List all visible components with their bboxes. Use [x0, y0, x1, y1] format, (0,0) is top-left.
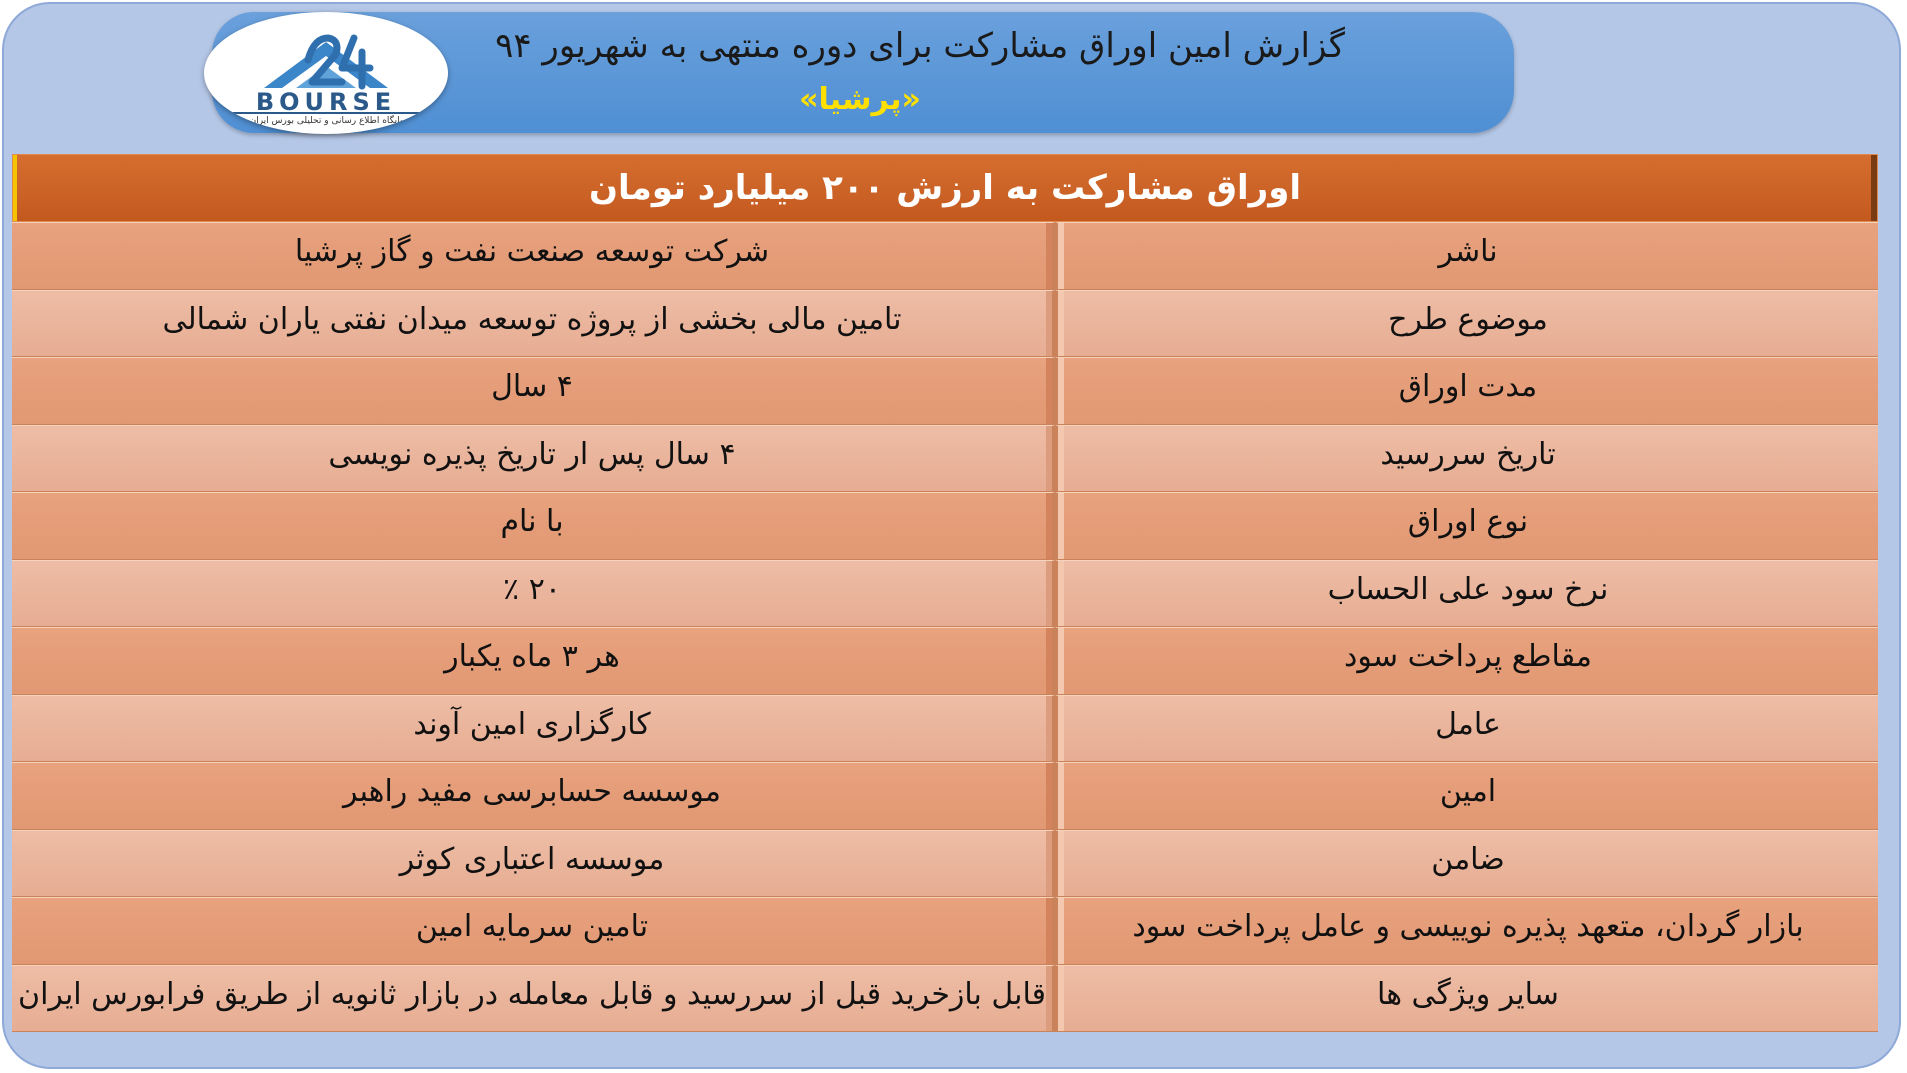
row-value: ۴ سال پس ار تاریخ پذیره نویسی: [12, 425, 1055, 493]
row-label: ضامن: [1055, 830, 1878, 898]
table-header-text: اوراق مشارکت به ارزش ۲۰۰ میلیارد تومان: [589, 168, 1301, 208]
row-label: ناشر: [1055, 222, 1878, 290]
report-subtitle: «پرشیا»: [799, 82, 921, 117]
table-row: [12, 627, 1878, 695]
row-value: تامین مالی بخشی از پروژه توسعه میدان نفتی یاران شمالی: [12, 290, 1055, 358]
row-value: ۲۰ ٪: [12, 560, 1055, 628]
row-value: با نام: [12, 492, 1055, 560]
report-title: گزارش امین اوراق مشارکت برای دوره منتهی به شهریور ۹۴: [495, 26, 1345, 66]
row-value: موسسه حسابرسی مفید راهبر: [12, 762, 1055, 830]
table-row: [12, 560, 1878, 628]
table-row: [12, 830, 1878, 898]
table-row: [12, 357, 1878, 425]
row-label: عامل: [1055, 695, 1878, 763]
table-row: [12, 492, 1878, 560]
logo-tagline: پایگاه اطلاع رسانی و تحلیلی بورس ایران: [249, 116, 403, 126]
table-header: [12, 154, 1878, 222]
row-value: ۴ سال: [12, 357, 1055, 425]
row-value: کارگزاری امین آوند: [12, 695, 1055, 763]
row-label: سایر ویژگی ها: [1055, 965, 1878, 1033]
row-value: تامین سرمایه امین: [12, 897, 1055, 965]
table-row: [12, 762, 1878, 830]
bourse-logo: [204, 12, 448, 134]
table-row: [12, 290, 1878, 358]
row-label: مدت اوراق: [1055, 357, 1878, 425]
row-label: موضوع طرح: [1055, 290, 1878, 358]
table-row: [12, 425, 1878, 493]
table-row: [12, 695, 1878, 763]
row-label: بازار گردان، متعهد پذیره نوییسی و عامل پرداخت سود: [1055, 897, 1878, 965]
table-row: [12, 965, 1878, 1033]
row-label: نرخ سود علی الحساب: [1055, 560, 1878, 628]
row-value: موسسه اعتباری کوثر: [12, 830, 1055, 898]
table-row: [12, 897, 1878, 965]
row-value: هر ۳ ماه یکبار: [12, 627, 1055, 695]
table-row: [12, 222, 1878, 290]
row-value: شرکت توسعه صنعت نفت و گاز پرشیا: [12, 222, 1055, 290]
row-label: تاریخ سررسید: [1055, 425, 1878, 493]
logo-wordmark: BOURSE: [255, 88, 397, 116]
row-value: قابل بازخرید قبل از سررسید و قابل معامله در بازار ثانویه از طریق فرابورس ایران: [12, 965, 1055, 1033]
bond-details-table: [12, 154, 1878, 1032]
row-label: نوع اوراق: [1055, 492, 1878, 560]
row-label: امین: [1055, 762, 1878, 830]
row-label: مقاطع پرداخت سود: [1055, 627, 1878, 695]
